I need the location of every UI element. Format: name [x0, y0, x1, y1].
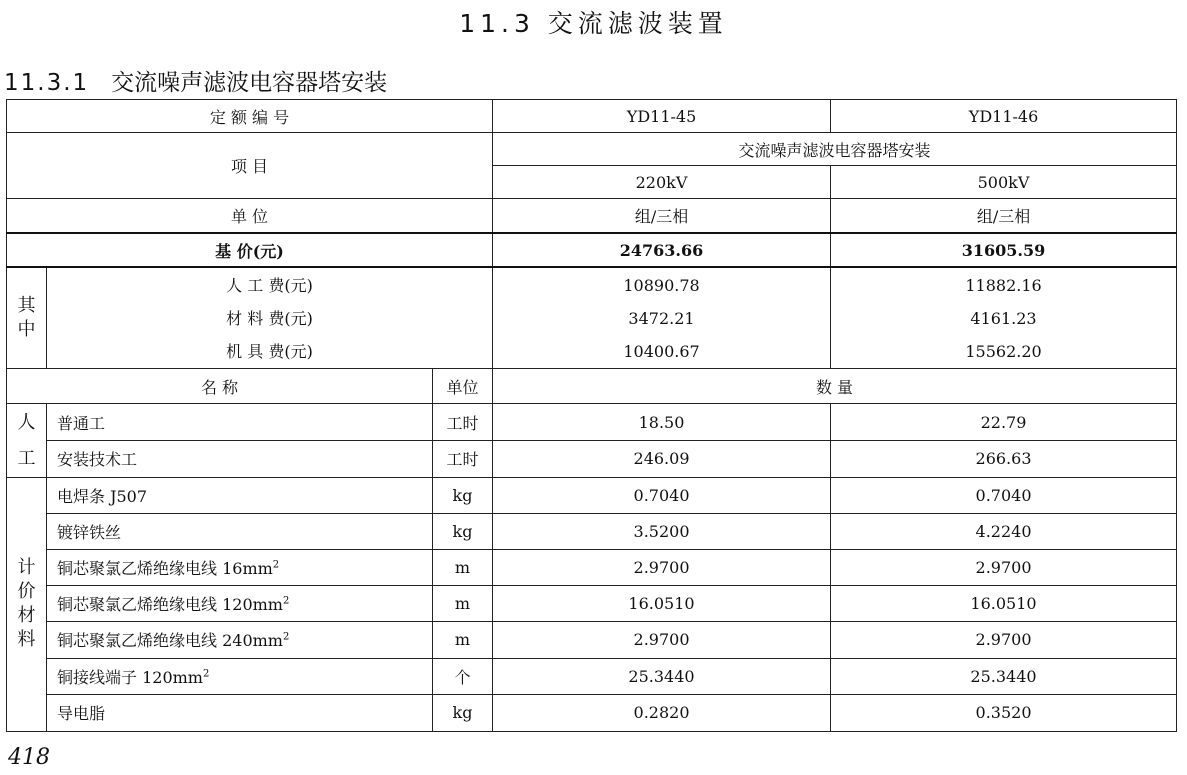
- material-unit: kg: [433, 694, 493, 731]
- material-qty-2: 25.3440: [831, 658, 1177, 694]
- material-name: 铜芯聚氯乙烯绝缘电线 240mm: [57, 631, 283, 651]
- breakdown-group-text: 其中: [17, 295, 36, 341]
- material-name: 铜芯聚氯乙烯绝缘电线 120mm: [57, 595, 283, 615]
- labor-row: [7, 441, 1177, 478]
- material-name: 铜芯聚氯乙烯绝缘电线 16mm: [57, 559, 273, 579]
- item-name-row: [7, 133, 1177, 166]
- material-qty-2: 16.0510: [831, 586, 1177, 622]
- material-row: [7, 694, 1177, 731]
- material-unit: m: [433, 550, 493, 586]
- resource-unit-header: 单位: [433, 369, 493, 404]
- material-name: 导电脂: [47, 694, 433, 731]
- breakdown-group-label: [7, 267, 47, 368]
- material-qty-2: 2.9700: [831, 550, 1177, 586]
- material-qty-2: 0.3520: [831, 694, 1177, 731]
- material-qty-1: 3.5200: [493, 513, 831, 549]
- material-qty-1: 0.7040: [493, 477, 831, 513]
- labor-qty-1: 246.09: [493, 441, 831, 478]
- materials-group-label: [7, 477, 47, 731]
- breakdown-values-1: [493, 267, 831, 368]
- material-name: 镀锌铁丝: [47, 513, 433, 549]
- breakdown-row: [7, 267, 1177, 368]
- labor-qty-2: 266.63: [831, 441, 1177, 478]
- material-qty-1: 16.0510: [493, 586, 831, 622]
- machine-cost-2: 15562.20: [965, 341, 1042, 361]
- material-unit: 个: [433, 658, 493, 694]
- labor-qty-1: 18.50: [493, 404, 831, 441]
- quota-code-2: YD11-46: [831, 100, 1177, 133]
- subsection-heading: [4, 64, 387, 97]
- material-name: 电焊条 J507: [47, 477, 433, 513]
- unit-2: 组/三相: [831, 199, 1177, 233]
- voltage-2: 500kV: [831, 166, 1177, 199]
- resource-header-row: [7, 369, 1177, 404]
- resource-name-header: 名 称: [7, 369, 433, 404]
- material-unit: kg: [433, 477, 493, 513]
- material-name-exponent: 2: [202, 668, 210, 680]
- base-price-1: 24763.66: [493, 233, 831, 267]
- unit-1: 组/三相: [493, 199, 831, 233]
- breakdown-values-2: [831, 267, 1177, 368]
- labor-group-label: [7, 404, 47, 477]
- page-number: 418: [8, 745, 50, 770]
- labor-row: [7, 404, 1177, 441]
- base-price-row: [7, 233, 1177, 267]
- material-qty-1: 2.9700: [493, 622, 831, 658]
- subsection-number: 11.3.1: [4, 70, 90, 96]
- labor-unit: 工时: [433, 441, 493, 478]
- material-qty-1: 2.9700: [493, 550, 831, 586]
- labor-unit: 工时: [433, 404, 493, 441]
- quota-code-1: YD11-45: [493, 100, 831, 133]
- material-name-cell: [47, 550, 433, 586]
- labor-qty-2: 22.79: [831, 404, 1177, 441]
- material-qty-2: 4.2240: [831, 513, 1177, 549]
- unit-row: [7, 199, 1177, 233]
- material-row: [7, 477, 1177, 513]
- labor-name: 普通工: [47, 404, 433, 441]
- material-row: [7, 550, 1177, 586]
- material-name-cell: [47, 622, 433, 658]
- material-qty-2: 2.9700: [831, 622, 1177, 658]
- material-unit: m: [433, 586, 493, 622]
- breakdown-labels: [47, 267, 493, 368]
- material-name-exponent: 2: [272, 559, 280, 571]
- material-unit: m: [433, 622, 493, 658]
- quota-table: [6, 99, 1177, 732]
- voltage-1: 220kV: [493, 166, 831, 199]
- material-unit: kg: [433, 513, 493, 549]
- subsection-title: 交流噪声滤波电容器塔安装: [111, 70, 388, 96]
- base-price-2: 31605.59: [831, 233, 1177, 267]
- labor-group-text: 人工: [17, 411, 36, 469]
- material-name-exponent: 2: [282, 595, 290, 607]
- material-name-cell: [47, 586, 433, 622]
- material-row: [7, 658, 1177, 694]
- quota-code-row: [7, 100, 1177, 133]
- labor-name: 安装技术工: [47, 441, 433, 478]
- base-price-label: 基 价(元): [7, 233, 493, 267]
- labor-cost-label: 人 工 费(元): [226, 275, 313, 295]
- material-cost-2: 4161.23: [970, 308, 1037, 328]
- material-row: [7, 622, 1177, 658]
- material-name: 铜接线端子 120mm: [57, 667, 203, 687]
- material-qty-1: 0.2820: [493, 694, 831, 731]
- machine-cost-label: 机 具 费(元): [226, 341, 313, 361]
- material-cost-1: 3472.21: [628, 308, 695, 328]
- material-row: [7, 513, 1177, 549]
- material-qty-1: 25.3440: [493, 658, 831, 694]
- material-name-exponent: 2: [282, 632, 290, 644]
- material-name-cell: [47, 658, 433, 694]
- machine-cost-1: 10400.67: [623, 341, 700, 361]
- material-qty-2: 0.7040: [831, 477, 1177, 513]
- labor-cost-1: 10890.78: [623, 275, 700, 295]
- material-row: [7, 586, 1177, 622]
- material-cost-label: 材 料 费(元): [226, 308, 313, 328]
- resource-qty-header: 数 量: [493, 369, 1177, 404]
- item-name: 交流噪声滤波电容器塔安装: [493, 133, 1177, 166]
- quota-code-label: 定 额 编 号: [7, 100, 493, 133]
- section-title: 11.3 交流滤波装置: [459, 9, 728, 38]
- item-label: 项 目: [7, 133, 493, 199]
- materials-group-text: 计价材料: [17, 557, 36, 651]
- unit-label: 单 位: [7, 199, 493, 233]
- labor-cost-2: 11882.16: [965, 275, 1042, 295]
